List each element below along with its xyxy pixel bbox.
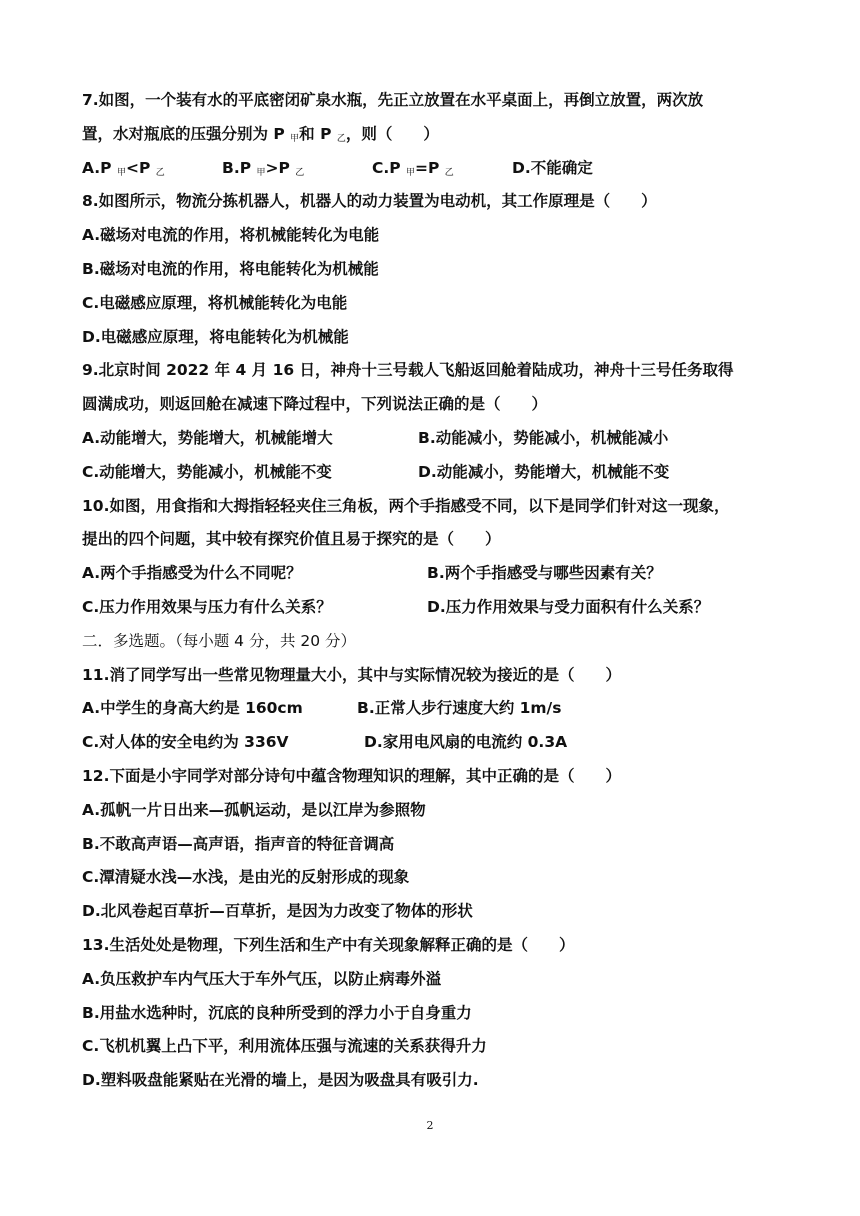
question-7-option-c: C.P $_甲$=P $_乙$	[372, 158, 454, 178]
question-11-option-b: B.正常人步行速度大约 1m/s	[357, 699, 562, 718]
question-13-option-b: B.用盐水选种时，沉底的良种所受到的浮力小于自身重力	[82, 1003, 472, 1022]
question-11-option-c: C.对人体的安全电约为 336V	[82, 733, 289, 752]
question-11-stem: 11.消了同学写出一些常见物理量大小，其中与实际情况较为接近的是（ ）	[82, 665, 621, 684]
question-9-option-c: C.动能增大，势能减小，机械能不变	[82, 462, 332, 481]
question-13-stem: 13.生活处处是物理，下列生活和生产中有关现象解释正确的是（ ）	[82, 935, 575, 954]
question-12-option-a: A.孤帆一片日出来—孤帆运动，是以江岸为参照物	[82, 800, 426, 819]
section-2-heading: 二．多选题。（每小题 4 分，共 20 分）	[82, 631, 357, 650]
question-10-stem-line-2: 提出的四个问题，其中较有探究价值且易于探究的是（ ）	[82, 530, 501, 549]
question-9-options-row-1	[82, 422, 782, 456]
question-7-stem-line-2: 置，水对瓶底的压强分别为 P $_甲$和 P $_乙$，则（ ）	[82, 124, 439, 144]
question-11-options-row-1	[82, 692, 782, 726]
question-11-option-d: D.家用电风扇的电流约 0.3A	[364, 733, 568, 752]
question-10-option-c: C.压力作用效果与压力有什么关系？	[82, 597, 332, 616]
question-13-option-d: D.塑料吸盘能紧贴在光滑的墙上，是因为吸盘具有吸引力.	[82, 1071, 479, 1090]
question-9-stem-line-2: 圆满成功，则返回舱在减速下降过程中，下列说法正确的是（ ）	[82, 395, 548, 414]
question-8-option-a: A.磁场对电流的作用，将机械能转化为电能	[82, 226, 380, 245]
question-7-option-b: B.P $_甲$>P $_乙$	[222, 158, 305, 178]
question-9-option-a: A.动能增大，势能增大，机械能增大	[82, 428, 333, 447]
question-8-option-b: B.磁场对电流的作用，将电能转化为机械能	[82, 259, 379, 278]
question-12-option-c: C.潭清疑水浅—水浅，是由光的反射形成的现象	[82, 868, 410, 887]
question-9-options-row-2	[82, 456, 782, 490]
question-8-stem: 8.如图所示，物流分拣机器人，机器人的动力装置为电动机，其工作原理是（ ）	[82, 192, 657, 211]
question-7-stem-line-1: 7.如图，一个装有水的平底密闭矿泉水瓶，先正立放置在水平桌面上，再倒立放置，两次放	[82, 91, 704, 109]
question-12-stem: 12.下面是小宇同学对部分诗句中蕴含物理知识的理解，其中正确的是（ ）	[82, 766, 621, 785]
question-12-option-b: B.不敢高声语—高声语，指声音的特征音调高	[82, 834, 395, 853]
question-10-stem-line-1: 10.如图，用食指和大拇指轻轻夹住三角板，两个手指感受不同，以下是同学们针对这一现象，	[82, 496, 730, 515]
question-10-options-row-1	[82, 557, 782, 591]
question-10-options-row-2	[82, 591, 782, 625]
question-7-options	[82, 152, 782, 186]
question-13-option-a: A.负压救护车内气压大于车外气压，以防止病毒外溢	[82, 969, 442, 988]
question-10-option-b: B.两个手指感受与哪些因素有关？	[427, 564, 662, 583]
page-number: 2	[426, 1119, 434, 1132]
question-7-option-a: A.P $_甲$<P $_乙$	[82, 158, 165, 178]
question-11-option-a: A.中学生的身高大约是 160cm	[82, 699, 303, 718]
question-8-option-d: D.电磁感应原理，将电能转化为机械能	[82, 327, 349, 346]
question-9-stem-line-1: 9.北京时间 2022 年 4 月 16 日，神舟十三号载人飞船返回舱着陆成功，神舟十三号任务取得	[82, 361, 734, 380]
question-9-option-d: D.动能减小，势能增大，机械能不变	[418, 462, 670, 481]
question-11-options-row-2	[82, 726, 782, 760]
question-10-option-d: D.压力作用效果与受力面积有什么关系？	[427, 597, 710, 616]
question-9-option-b: B.动能减小，势能减小，机械能减小	[418, 428, 669, 447]
question-7-option-d: D.不能确定	[512, 158, 593, 177]
question-10-option-a: A.两个手指感受为什么不同呢？	[82, 564, 302, 583]
question-8-option-c: C.电磁感应原理，将机械能转化为电能	[82, 293, 348, 312]
exam-page	[82, 84, 782, 1098]
question-12-option-d: D.北风卷起百草折—百草折，是因为力改变了物体的形状	[82, 902, 473, 921]
question-13-option-c: C.飞机机翼上凸下平，利用流体压强与流速的关系获得升力	[82, 1037, 487, 1056]
